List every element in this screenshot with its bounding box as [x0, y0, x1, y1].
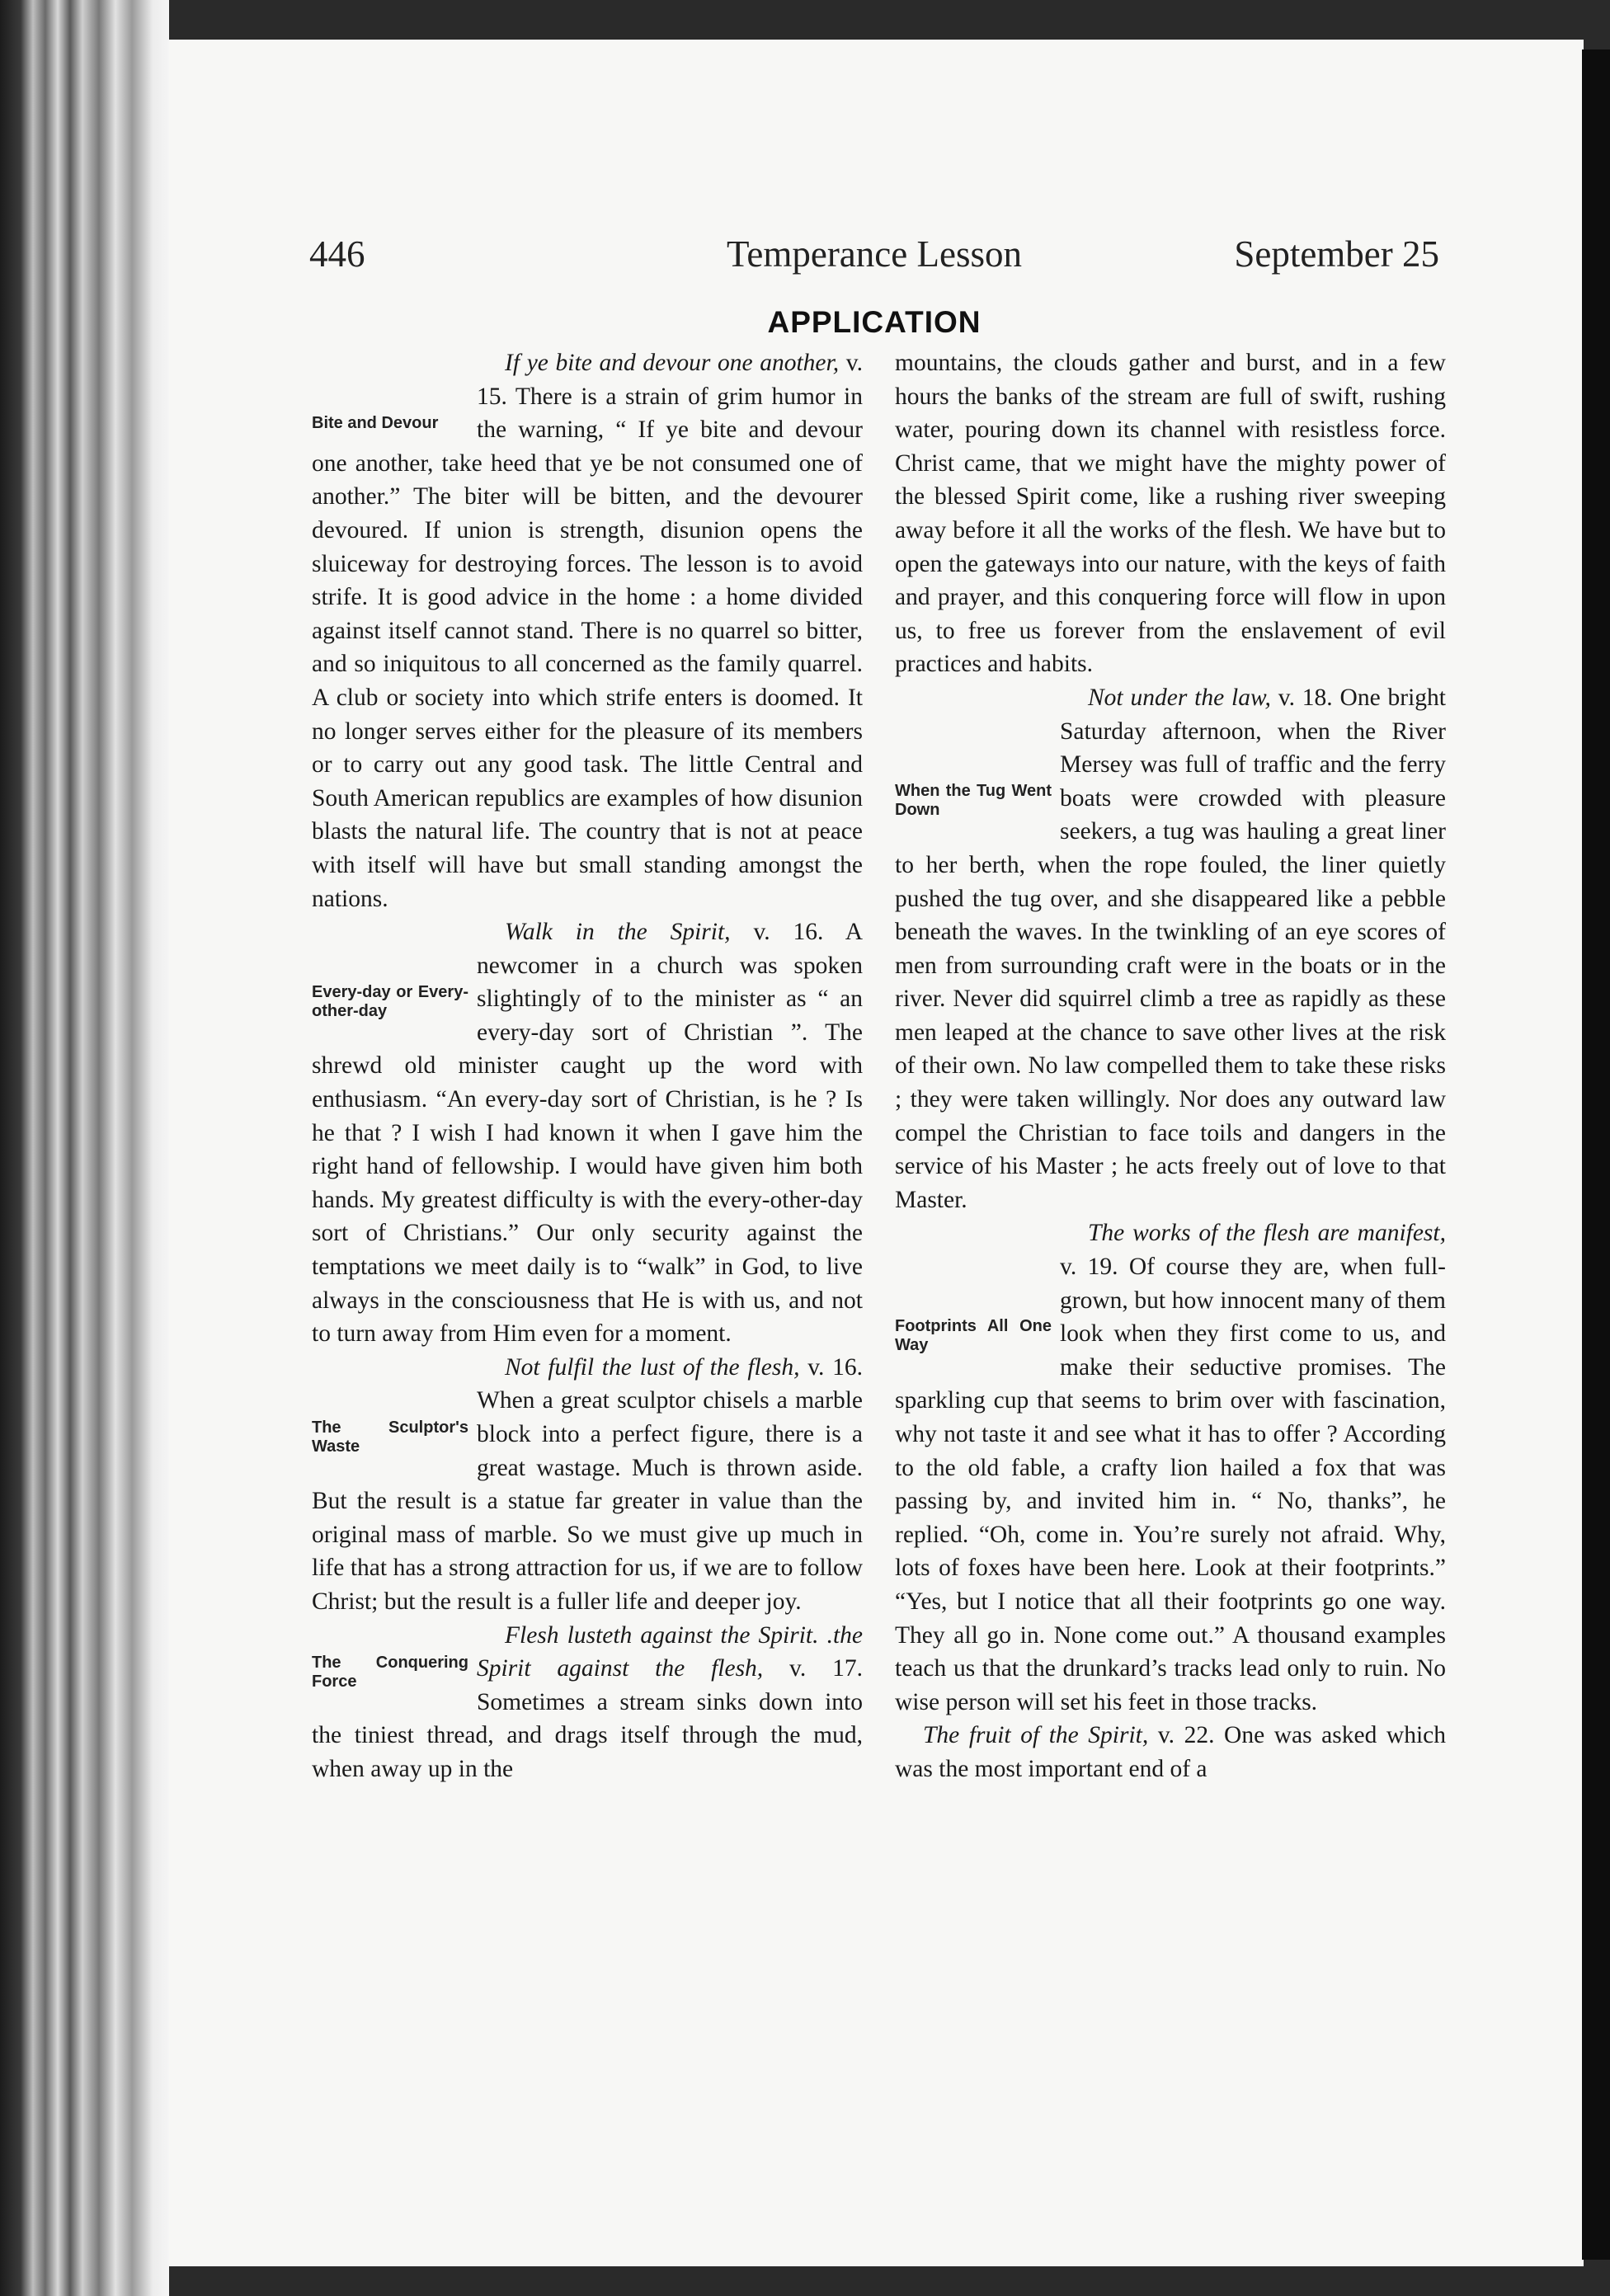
paragraph-text: v. 16. A newcomer in a church was spoken slightingly of to the minister as “ an every-day sort of Christian ”. The shrewd old minister caught up the word with enthusiasm. “An every-day sort of Christian, is he ? Is he that ? I wish I had known it when I gave him the right hand of fellowship. I would have given him both hands. My greatest difficulty is with the every-other-day sort of Christians.” Our only security against the temptations we meet daily is to “walk” in God, to live always in the consciousness that He is with us, and not to turn away from Him even for a moment. [312, 919, 863, 1348]
verse-ref: Not fulfil the lust of the flesh, [505, 1353, 808, 1381]
paragraph-not-under-law [895, 681, 1446, 1217]
paragraph-walk-in-spirit [312, 915, 863, 1351]
running-title: Temperance Lesson [727, 233, 1022, 275]
paragraph-text: mountains, the clouds gather and burst, and in a few hours the banks of the stream are full of swift, rushing water, pouring down its channel with resistless force. Christ came, that we might have the mighty power of the blessed Spirit come, like a rushing river sweeping away before it all the works of the flesh. We have but to open the gateways into our nature, with the keys of faith and prayer, and this conquering force will flow in upon us, to free us forever from the enslavement of evil practices and habits. [895, 350, 1446, 678]
paragraph-text: v. 22. One was asked which was the most important end of a [895, 1722, 1446, 1782]
sidenote-bite-and-devour: Bite and Devour [312, 414, 439, 432]
paragraph-flesh-lusteth [312, 1619, 863, 1786]
paragraph-bite-and-devour [312, 346, 863, 915]
verse-ref: Flesh lusteth against the Spirit. .the Spirit against the flesh, [477, 1621, 863, 1682]
sidenote-conquering-force: The Conquering Force [312, 1653, 468, 1691]
right-column [895, 346, 1446, 1786]
paragraph-fruit-of-spirit [895, 1719, 1446, 1786]
verse-ref: If ye bite and devour one another, [505, 350, 846, 376]
paragraph-works-of-flesh [895, 1216, 1446, 1719]
sidenote-tug-went-down: When the Tug Went Down [895, 781, 1052, 819]
verse-ref: The fruit of the Spirit, [923, 1722, 1158, 1749]
running-date: September 25 [1234, 233, 1439, 275]
page-number: 446 [309, 233, 365, 275]
paragraph-text: v. 16. When a great sculptor chisels a marble block into a perfect figure, there is a great wastage. Much is thrown aside. But the result is a statue far greater in value than the original mass of marble. So we must give up much in life that has a strong attraction for us, if we are to follow Christ; but the result is a fuller life and deeper joy. [312, 1353, 863, 1615]
paragraph-text: v. 15. There is a strain of grim humor in the warning, “ If ye bite and devour one another, take heed that ye be not consumed one of another.” The biter will be bitten, and the devourer devoured. If union is strength, disunion opens the sluiceway for destroying forces. The lesson is to avoid strife. It is good advice in the home : a home divided against itself cannot stand. There is no quarrel so bitter, and so iniquitous to all concerned as the family quarrel. A club or society into which strife enters is doomed. It no longer serves either for the pleasure of its members or to carry out any good task. The little Central and South American republics are examples of how disunion blasts the natural life. The country that is not at peace with itself will have but small standing amongst the nations. [312, 350, 863, 912]
scan-border [1582, 49, 1610, 2260]
paragraph-text: v. 17. Sometimes a stream sinks down into the tiniest thread, and drags itself through the mud, when away up in the [312, 1655, 863, 1782]
verse-ref: Walk in the Spirit, [505, 919, 754, 946]
running-header [309, 233, 1439, 282]
verse-ref: Not under the law, [1088, 684, 1278, 711]
section-title: APPLICATION [767, 305, 982, 339]
paragraph-sculptor [312, 1351, 863, 1619]
sidenote-every-day: Every-day or Every-other-day [312, 983, 468, 1021]
paragraph-text: v. 19. Of course they are, when full-grown, but how innocent many of them look when they first come to us, and make their seductive promises. The sparkling cup that seems to brim over with fascination, why not taste it and see what it has to offer ? According to the old fable, a crafty lion hailed a fox that was passing by, and invited him in. “ No, thanks”, he replied. “Oh, come in. You’re surely not afraid. Why, lots of foxes have been here. Look at their footprints.” “Yes, but I notice that all their footprints go one way. They all go in. None come out.” A thousand examples teach us that the drunkard’s tracks lead only to ruin. No wise person will set his feet in those tracks. [895, 1254, 1446, 1715]
verse-ref: The works of the flesh are manifest, [1088, 1220, 1446, 1247]
sidenote-sculptors-waste: The Sculptor's Waste [312, 1418, 468, 1456]
paragraph-continued [895, 346, 1446, 681]
book-page-edges [0, 0, 169, 2296]
paragraph-text: v. 18. One bright Saturday afternoon, when the River Mersey was full of traffic and the ferry boats were crowded with pleasure seekers, a tug was hauling a great liner to her berth, when the rope fouled, the liner quietly pushed the tug over, and she disappeared like a pebble beneath the waves. In the twinkling of an eye scores of men from surrounding craft were in the boats or in the river. Never did squirrel climb a tree as rapidly as these men leaped at the chance to save other lives at the risk of their own. No law compelled them to take these risks ; they were taken willingly. Nor does any outward law compel the Christian to face toils and dangers in the service of his Master ; he acts freely out of love to that Master. [895, 684, 1447, 1213]
left-column [312, 346, 863, 1786]
sidenote-footprints: Footprints All One Way [895, 1317, 1052, 1355]
